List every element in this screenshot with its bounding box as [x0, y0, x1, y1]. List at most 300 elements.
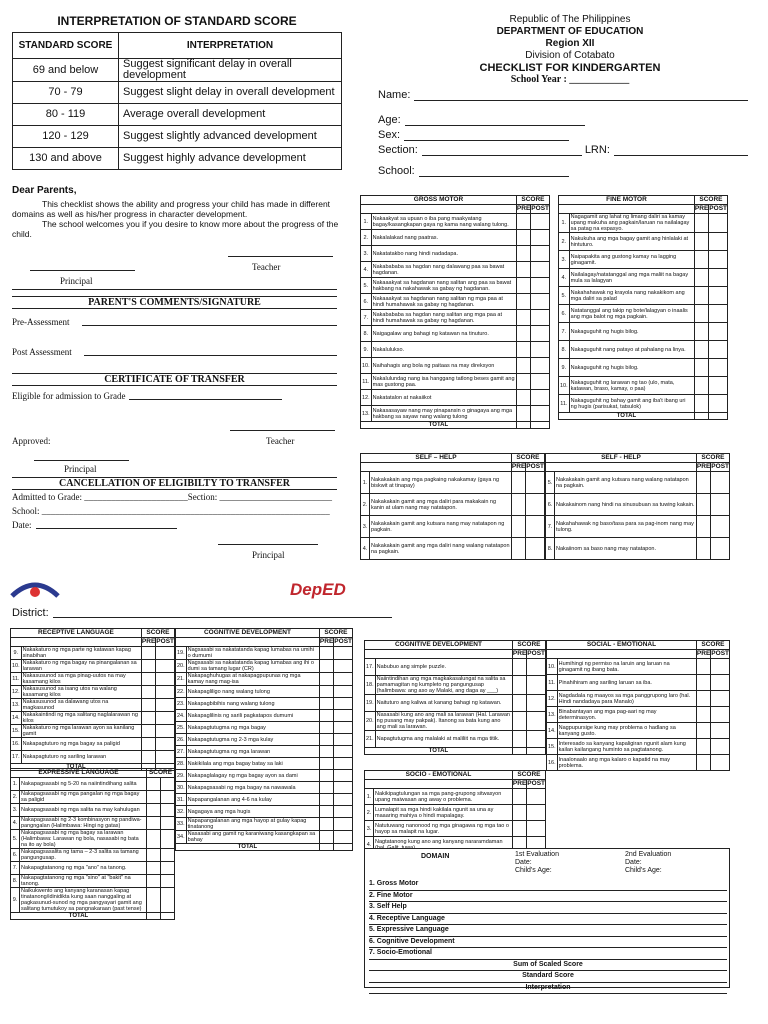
post-score-cell[interactable]: [531, 294, 550, 310]
item-text: Nakapagsasabi ng mga salita na may kahulugan: [20, 804, 147, 817]
self-help-table-right: SELF - HELP SCORE PRE POST 5. Nakakakain gamit ang kutsara nang walang natatapon na pagkain. 6. Nakakainom nang hindi na sinusubuan sa tuwing kakain. 7. Nakahahawak ng baso/tasa para sa pag-inom nang may tulong. 8. Nakaiinom sa baso nang may natatapon.: [545, 453, 730, 560]
pre-score-cell[interactable]: [516, 230, 530, 246]
post-score-cell[interactable]: [709, 359, 728, 377]
principal-signature-line-2[interactable]: [34, 460, 129, 461]
item-text: Interesado sa kanyang kapaligiran ngunit alam kung kailan kailangang huminto sa pagtatanong.: [557, 739, 696, 755]
date-field[interactable]: Date:: [12, 520, 177, 530]
item-number: 2.: [361, 230, 372, 246]
pre-score-cell[interactable]: [319, 647, 333, 660]
item-number: 2.: [559, 233, 570, 251]
post-score-cell[interactable]: [711, 723, 730, 739]
item-text: Napagtutugma ang malalaki at maliliit na mga titik.: [375, 731, 512, 748]
item-number: 6.: [361, 294, 372, 310]
item-number: 19.: [365, 695, 376, 712]
post-score-cell[interactable]: [161, 804, 175, 817]
item-number: 9.: [11, 647, 22, 660]
receptive-language-table: RECEPTIVE LANGUAGE SCORE PRE POST 9. Nakakaturo ng mga parte ng katawan kapag sinabihan 10. Nakakaturo ng mga bagay na pinangalanan sa larawan 11. Nakasusunod sa mga pinag-uutos na may kasamang kilos 12. Nakasusunod sa isang utos na walang kasamang kilos 13. Nakasusunod sa dalawang utos na magkasunod 14. Nakakaintindi ng mga salitang naglalarawan ng kilos 15. Nakakaturo ng mga larawan ayon sa kanilang gamit 16. Nakapagtuturo ng mga bagay sa paligid 17. Nakapagtuturo ng sariling larawan TOTAL: [12, 629, 174, 770]
pre-score-cell[interactable]: [696, 739, 710, 755]
pre-score-cell[interactable]: [147, 817, 161, 830]
post-score-cell[interactable]: [711, 755, 730, 771]
domain-heading: DOMAIN: [421, 853, 450, 860]
pre-score-cell[interactable]: [141, 686, 155, 699]
lrn-label: LRN:: [584, 144, 610, 156]
social-emotional-table-right: SOCIAL - EMOTIONAL SCORE PRE POST 10. Humihingi ng permiso na laruin ang laruan na ginagamit ng ibang bata. 11. Pinahihiram ang sariling laruan sa iba. 12. Nagdadala ng maayos sa mga panggrupong laro (hal. Hindi nandadaya para Manalo) 13. Binabantayan ang mga pag-aari ng may determinasyon. 14. Nagpupursige kung may problema o hadlang sa kanyang gusto. 15. Interesado sa kanyang kapaligiran ngunit alam kung kailan kailangang huminto sa pagtatanong. 16. Inaalonaalo ang mga kalaro o kapatid na may problema.: [548, 641, 729, 769]
item-text: Nabubuo ang simple puzzle.: [375, 659, 512, 676]
summary-item: 3. Self Help: [369, 902, 727, 914]
eligible-field[interactable]: Eligible for admission to Grade: [12, 391, 282, 401]
post-score-cell[interactable]: [334, 686, 353, 698]
item-text: Nakakakain ang mga pagkaing nakakamay (gaya ng biskwit at tinapay): [370, 472, 512, 494]
post-score-cell[interactable]: [711, 538, 730, 560]
table-row: [559, 305, 728, 323]
pre-score-cell[interactable]: [319, 686, 333, 698]
age-field[interactable]: Age:: [378, 111, 748, 126]
post-score-cell[interactable]: [709, 395, 728, 413]
post-score-cell[interactable]: [334, 746, 353, 758]
item-text: Nakakaintindi ng mga salitang naglalarawan ng kilos: [21, 712, 141, 725]
pre-score-cell[interactable]: [512, 695, 526, 712]
item-number: 11.: [559, 395, 570, 413]
pre-score-cell[interactable]: [696, 755, 710, 771]
post-score-cell[interactable]: [161, 817, 175, 830]
table-row: 80 - 119 Average overall development: [13, 104, 342, 126]
pre-score-cell[interactable]: [147, 849, 161, 862]
post-score-cell[interactable]: [531, 390, 550, 406]
post-score-cell[interactable]: [161, 849, 175, 862]
district-field[interactable]: District:: [12, 607, 392, 619]
pre-score-cell[interactable]: [319, 710, 333, 722]
post-score-cell[interactable]: [711, 707, 730, 723]
pre-score-cell[interactable]: [141, 751, 155, 764]
table-row: [361, 278, 550, 294]
table-row: 120 - 129 Suggest slightly advanced development: [13, 126, 342, 148]
table-row: [559, 269, 728, 287]
post-score-cell[interactable]: [526, 472, 545, 494]
post-score-cell[interactable]: [156, 660, 175, 673]
post-score-cell[interactable]: [334, 722, 353, 734]
post-score-cell[interactable]: [526, 538, 545, 560]
table-row: [361, 374, 550, 390]
table-row: [361, 342, 550, 358]
item-text: Nakasusunod sa dalawang utos na magkasunod: [21, 699, 141, 712]
post-score-cell[interactable]: [527, 731, 546, 748]
pre-score-cell[interactable]: [512, 731, 526, 748]
pre-score-cell[interactable]: [694, 341, 708, 359]
admitted-field[interactable]: Admitted to Grade: _______________________Section: _________________________: [12, 492, 332, 502]
item-text: Nagagamit ang lahat ng limang daliri sa kamay upang makuha ang pagkain/laruan na nailalagay sa patag na espasyo.: [569, 214, 694, 233]
pre-score-cell[interactable]: [516, 310, 530, 326]
post-score-cell[interactable]: [334, 794, 353, 806]
principal-signature-line-3[interactable]: [218, 544, 318, 545]
pre-score-cell[interactable]: [511, 516, 525, 538]
pre-score-cell[interactable]: [696, 494, 710, 516]
post-score-cell[interactable]: [334, 758, 353, 770]
post-score-cell[interactable]: [711, 472, 730, 494]
table-row: [547, 755, 730, 771]
post-score-cell[interactable]: [709, 233, 728, 251]
post-score-cell[interactable]: [334, 673, 353, 686]
pre-score-cell[interactable]: [694, 359, 708, 377]
item-text: Nakapagsasabi ng mga bagay na nawawala: [186, 782, 319, 794]
summary-item: 1. Gross Motor: [369, 879, 727, 891]
pre-score-cell[interactable]: [147, 791, 161, 804]
pre-score-cell[interactable]: [319, 698, 333, 710]
item-number: 8.: [11, 875, 20, 888]
pre-score-cell[interactable]: [694, 251, 708, 269]
pre-score-cell[interactable]: [512, 789, 526, 805]
pre-score-cell[interactable]: [694, 377, 708, 395]
pre-score-cell[interactable]: [516, 214, 530, 230]
item-text: Nagagaya ang mga hugis: [186, 806, 319, 818]
table-row: [559, 251, 728, 269]
post-score-cell[interactable]: [709, 323, 728, 341]
parents-letter: Dear Parents, This checklist shows the ability and progress your child has made in different domains as well as his/her progress in character development. The school welcomes you if you desire to know more about the progress of the child.: [12, 185, 339, 239]
pre-score-cell[interactable]: [512, 712, 526, 731]
table-row: [176, 758, 353, 770]
post-score-cell[interactable]: [161, 791, 175, 804]
post-score-cell[interactable]: [156, 699, 175, 712]
pre-score-cell[interactable]: [319, 818, 333, 831]
pre-score-cell[interactable]: [141, 712, 155, 725]
item-text: Nakakainom nang hindi na sinusubuan sa tuwing kakain.: [555, 494, 697, 516]
post-score-cell[interactable]: [161, 778, 175, 791]
post-score-cell[interactable]: [709, 269, 728, 287]
item-text: Nakakakain gamit ang kutsara nang may natatapon ng pagkain.: [370, 516, 512, 538]
item-number: 13.: [547, 707, 558, 723]
pre-score-cell[interactable]: [516, 390, 530, 406]
pre-score-cell[interactable]: [319, 734, 333, 746]
pre-score-cell[interactable]: [694, 269, 708, 287]
item-number: 5.: [546, 472, 555, 494]
item-text: Nakapagtuturo ng mga bagay sa paligid: [21, 738, 141, 751]
pre-score-cell[interactable]: [511, 472, 525, 494]
post-score-cell[interactable]: [711, 675, 730, 691]
post-score-cell[interactable]: [334, 734, 353, 746]
pre-score-cell[interactable]: [147, 778, 161, 791]
item-text: Lumalapit sa mga hindi kakilala ngunit sa una ay maaaring mahiya o hindi mapalagay.: [374, 805, 513, 821]
pre-assessment-field[interactable]: Pre-Assessment: [12, 317, 337, 327]
teacher-label: Teacher: [252, 262, 281, 272]
pre-score-cell[interactable]: [696, 516, 710, 538]
pre-score-cell[interactable]: [516, 326, 530, 342]
post-score-cell[interactable]: [527, 821, 546, 837]
pre-score-cell[interactable]: [319, 660, 333, 673]
pre-score-cell[interactable]: [147, 830, 161, 849]
post-score-cell[interactable]: [711, 691, 730, 707]
pre-score-cell[interactable]: [694, 214, 708, 233]
post-score-cell[interactable]: [711, 739, 730, 755]
item-text: Naihahagis ang bola ng paitaas na may direksyon: [371, 358, 516, 374]
item-number: 17.: [11, 751, 22, 764]
table-row: [11, 699, 175, 712]
item-text: Nakakakain gamit ang kutsara nang walang natatapon na pagkain.: [555, 472, 697, 494]
principal-signature-line[interactable]: [30, 270, 135, 271]
table-row: [176, 660, 353, 673]
pre-score-cell[interactable]: [141, 647, 155, 660]
pre-score-cell[interactable]: [319, 782, 333, 794]
post-score-cell[interactable]: [334, 710, 353, 722]
item-number: 30.: [176, 782, 187, 794]
post-score-cell[interactable]: [527, 695, 546, 712]
pre-score-cell[interactable]: [512, 659, 526, 676]
school-transfer-field[interactable]: School: ________________________________________________________________: [12, 506, 330, 516]
post-score-cell[interactable]: [334, 806, 353, 818]
pre-score-cell[interactable]: [319, 794, 333, 806]
expressive-language-table: EXPRESSIVE LANGUAGE SCORE 1. Nakapagsasabi ng 5-20 na naiintindihang salita 2. Nakapagsasabi ng mga pangalan ng mga bagay sa paligid 3. Nakapagsasabi ng mga salita na may kahulugan 4. Nakapagsasabi ng 2-3 kombinasyon ng pandiwa-pangngalan (Halimbawa: Hingi ng gatas) 5. Nakapagsasabi ng mga bagay sa larawan (Halimbawa: Larawan ng bola, nasasabi ng bata na ito ay bola) 6. Nakapagsasalita ng tama – 2-3 salita sa tamang pangungusap. 7. Nakapagtatanong ng mga "ano" na tanong. 8. Nakapagtatanong ng mga "sino" at "bakit" na tanong. 9. Naikukwento ang kanyang karanasan kapag tinatanong/idinidikta kung saan nanggaling at pagkasunud-sunod ng mga pangyayari gamit ang salitang tumutukoy sa pangnakaraan (past tense) TOTAL: [10, 768, 175, 920]
fine-motor-table: FINE MOTOR SCORE PRE POST 1. Nagagamit ang lahat ng limang daliri sa kamay upang makuha ang pagkain/laruan na nailalagay sa patag na espasyo. 2. Nakukuha ang mga bagay gamit ang hinlalaki at hintuturo. 3. Naipapakita ang gustong kamay na lagging ginagamit. 4. Nailalagay/natatanggal ang mga maliit na bagay mula sa lalagyan 5. Nakahahawak ng krayola nang nakakikom ang mga daliri sa palad 6. Natatanggal ang takip ng bote/lalagyan o inaalis ang mga balot ng mga pagkain. 7. Nakaguguhit ng hugis bilog. 8. Nakaguguhit nang patayo at pahalang na linya. 9. Nakaguguhit ng hugis bilog. 10. Nakaguguhit ng larawan ng tao (ulo, mata, katawan, braso, kamay, o paa) 11. Nakaguguhit ng bahay gamit ang iba't ibang uri ng hugis (parisukat, tatsulok) TOTAL: [560, 196, 727, 419]
pre-score-cell[interactable]: [141, 660, 155, 673]
item-number: 32.: [176, 806, 187, 818]
post-score-cell[interactable]: [709, 341, 728, 359]
item-number: 7.: [11, 862, 20, 875]
pre-score-cell[interactable]: [141, 725, 155, 738]
post-score-cell[interactable]: [527, 805, 546, 821]
item-text: Nakaguguhit nang patayo at pahalang na linya.: [569, 341, 694, 359]
post-score-cell[interactable]: [334, 818, 353, 831]
pre-score-cell[interactable]: [512, 676, 526, 695]
post-score-cell[interactable]: [531, 406, 550, 422]
item-text: Naipapakita ang gustong kamay na lagging ginagamit.: [569, 251, 694, 269]
post-assessment-field[interactable]: Post Assessment: [12, 347, 337, 357]
summary-box: [364, 848, 730, 991]
post-score-cell[interactable]: [161, 875, 175, 888]
table-row: [559, 377, 728, 395]
item-text: Nakapagsasabi ng mga pangalan ng mga bagay sa paligid: [20, 791, 147, 804]
pre-score-cell[interactable]: [694, 395, 708, 413]
table-row: [547, 691, 730, 707]
item-number: 10.: [559, 377, 570, 395]
pre-score-cell[interactable]: [516, 294, 530, 310]
post-score-cell[interactable]: [334, 770, 353, 782]
teacher-signature-line[interactable]: [228, 256, 333, 257]
pre-score-cell[interactable]: [516, 246, 530, 262]
post-score-cell[interactable]: [334, 782, 353, 794]
teacher-label-2: Teacher: [266, 436, 295, 446]
item-text: Nakakakain gamit ang mga daliri nang walang natatapon na pagkain.: [370, 538, 512, 560]
cognitive-development-table-left: COGNITIVE DEVELOPMENT SCORE PRE POST 19. Nagsasabi sa nakatatanda kapag lumabas na umihi o dumumi 20. Nagsasabi sa nakatatanda kapag lumabas ang ihi o dumi sa tamang lugar (CR) 21. Nakapaghuhugas at nakapagpupunas ng mga kamay nang mag-isa 22. Nakapagliligo nang walang tulong 23. Nakapagbibihis nang walang tulong 24. Nakapaglilinis ng sarili pagkatapos dumumi 25. Nakapagtutugma ng mga bagay 26. Nakapagtutugma ng 2-3 mga kulay 27. Nakapagtutugma ng mga larawan 28. Nakikilala ang mga bagay batay sa laki 29. Nakapaglalagay ng mga bagay ayon sa dami 30. Nakapagsasabi ng mga bagay na nawawala 31. Napapangalanan ang 4-6 na kulay 32. Nagagaya ang mga hugis 33. Napapangalanan ang mga hayop at gulay kapag tinatanong 34. Nasasabi ang gamit ng karaniwang kasangkapan sa bahay TOTAL: [177, 629, 352, 850]
school-year-label: School Year : ____________: [510, 74, 630, 85]
pre-score-cell[interactable]: [147, 804, 161, 817]
item-number: 15.: [547, 739, 558, 755]
pre-score-cell[interactable]: [696, 723, 710, 739]
item-number: 12.: [361, 390, 372, 406]
item-text: Nakalulukso.: [371, 342, 516, 358]
item-number: 10.: [11, 660, 22, 673]
post-score-cell[interactable]: [531, 326, 550, 342]
post-score-cell[interactable]: [709, 251, 728, 269]
item-text: Nakabababa sa hagdan nang salitan ang mga paa at hindi humahawak sa gabay ng hagdanan.: [371, 310, 516, 326]
pre-score-cell[interactable]: [516, 406, 530, 422]
post-score-cell[interactable]: [156, 712, 175, 725]
item-number: 3.: [559, 251, 570, 269]
table-row: [547, 739, 730, 755]
post-score-cell[interactable]: [531, 230, 550, 246]
table-row: [365, 789, 546, 805]
pre-score-cell[interactable]: [694, 305, 708, 323]
post-score-cell[interactable]: [709, 377, 728, 395]
post-score-cell[interactable]: [334, 660, 353, 673]
table-row: [11, 738, 175, 751]
table-row: [546, 516, 730, 538]
table-row: [365, 695, 546, 712]
post-score-cell[interactable]: [161, 888, 175, 913]
post-score-cell[interactable]: [531, 374, 550, 390]
item-text: Nakasusunod sa mga pinag-uutos na may kasamang kilos: [21, 673, 141, 686]
post-score-cell[interactable]: [526, 516, 545, 538]
post-score-cell[interactable]: [526, 494, 545, 516]
item-number: 3.: [361, 516, 370, 538]
item-number: 16.: [11, 738, 22, 751]
pre-score-cell[interactable]: [141, 738, 155, 751]
teacher-signature-line-2[interactable]: [230, 430, 335, 431]
post-score-cell[interactable]: [161, 830, 175, 849]
item-text: Nakaguguhit ng bahay gamit ang iba't ibang uri ng hugis (parisukat, tatsulok): [569, 395, 694, 413]
pre-score-cell[interactable]: [694, 233, 708, 251]
pre-score-cell[interactable]: [696, 538, 710, 560]
table-row: [361, 494, 545, 516]
item-text: Nakalulundag nang isa hanggang tatlong beses gamit ang mas gustong paa.: [372, 375, 515, 388]
pre-score-cell[interactable]: [511, 538, 525, 560]
table-row: [11, 725, 175, 738]
table-row: [176, 710, 353, 722]
table-row: [361, 310, 550, 326]
table-row: [559, 359, 728, 377]
pre-score-cell[interactable]: [696, 707, 710, 723]
summary-item: 4. Receptive Language: [369, 914, 727, 926]
sex-field[interactable]: Sex:: [378, 126, 748, 141]
item-number: 27.: [176, 746, 187, 758]
item-number: 4.: [361, 538, 370, 560]
item-text: Nakapagsasabi ng mga bagay sa larawan (Halimbawa: Larawan ng bola, nasasabi ng bata na ito ay bola): [20, 830, 147, 849]
pre-score-cell[interactable]: [147, 888, 161, 913]
pre-score-cell[interactable]: [516, 278, 530, 294]
item-text: Humihingi ng permiso na laruin ang laruan na ginagamit ng ibang bata.: [557, 659, 696, 675]
table-row: [11, 647, 175, 660]
item-number: 25.: [176, 722, 187, 734]
pre-score-cell[interactable]: [319, 722, 333, 734]
region-text: Region XII: [545, 38, 595, 49]
pre-score-cell[interactable]: [319, 758, 333, 770]
item-text: Nakaakyat sa upuan o iba pang maakyatang bagay/kasangkapan gaya ng kama nang walang tulong.: [371, 214, 516, 230]
pre-score-cell[interactable]: [141, 699, 155, 712]
item-text: Nakaaakyat sa hagdanan nang salitan ang paa sa bawat hakbang na nakahawak sa gabay ng hagdanan.: [371, 278, 516, 294]
table-row: [11, 751, 175, 764]
pre-score-cell[interactable]: [512, 821, 526, 837]
table-row: [559, 323, 728, 341]
post-score-cell[interactable]: [531, 246, 550, 262]
pre-score-cell[interactable]: [511, 494, 525, 516]
item-number: 9.: [559, 359, 570, 377]
pre-score-cell[interactable]: [696, 659, 710, 675]
post-score-cell[interactable]: [334, 647, 353, 660]
pre-score-cell[interactable]: [512, 805, 526, 821]
post-score-cell[interactable]: [334, 831, 353, 844]
school-field[interactable]: School:: [378, 162, 748, 177]
post-score-cell[interactable]: [527, 676, 546, 695]
table-row: [176, 806, 353, 818]
pre-score-cell[interactable]: [516, 374, 530, 390]
item-number: 5.: [559, 287, 570, 305]
item-number: 29.: [176, 770, 187, 782]
item-number: 7.: [559, 323, 570, 341]
post-score-cell[interactable]: [531, 262, 550, 278]
item-number: 11.: [361, 374, 372, 390]
item-text: Napapangalanan ang mga hayop at gulay kapag tinatanong: [186, 818, 319, 831]
summary-item: Interpretation: [369, 983, 727, 995]
pre-score-cell[interactable]: [516, 358, 530, 374]
table-row: [361, 262, 550, 278]
item-number: 4.: [361, 262, 372, 278]
pre-score-cell[interactable]: [147, 875, 161, 888]
section-field[interactable]: Section: LRN:: [378, 141, 748, 156]
post-score-cell[interactable]: [531, 310, 550, 326]
pre-score-cell[interactable]: [319, 831, 333, 844]
pre-score-cell[interactable]: [696, 675, 710, 691]
pre-score-cell[interactable]: [516, 262, 530, 278]
pre-score-cell[interactable]: [319, 806, 333, 818]
pre-score-cell[interactable]: [694, 287, 708, 305]
table-row: [361, 538, 545, 560]
post-score-cell[interactable]: [156, 738, 175, 751]
pre-score-cell[interactable]: [141, 673, 155, 686]
post-score-cell[interactable]: [527, 789, 546, 805]
post-score-cell[interactable]: [711, 494, 730, 516]
item-number: 6.: [546, 494, 555, 516]
pre-score-cell[interactable]: [696, 691, 710, 707]
post-score-cell[interactable]: [531, 342, 550, 358]
pre-score-cell[interactable]: [319, 770, 333, 782]
post-score-cell[interactable]: [156, 673, 175, 686]
post-score-cell[interactable]: [156, 751, 175, 764]
item-text: Nakatatakbo nang hindi nadadapa.: [371, 246, 516, 262]
post-score-cell[interactable]: [709, 214, 728, 233]
post-score-cell[interactable]: [527, 712, 546, 731]
pre-score-cell[interactable]: [516, 342, 530, 358]
post-score-cell[interactable]: [709, 305, 728, 323]
post-score-cell[interactable]: [711, 516, 730, 538]
item-number: 2.: [11, 791, 20, 804]
item-text: Nakapagsasalita ng tama – 2-3 salita sa tamang pangungusap.: [20, 849, 147, 862]
pre-score-cell[interactable]: [319, 746, 333, 758]
post-score-cell[interactable]: [161, 862, 175, 875]
post-score-cell[interactable]: [531, 358, 550, 374]
table-row: [176, 722, 353, 734]
post-score-cell[interactable]: [156, 725, 175, 738]
item-number: 8.: [546, 538, 555, 560]
item-text: Nakaaakyat sa hagdanan nang salitan ng mga paa at hindi humahawak sa gabay ng hagdanan.: [371, 294, 516, 310]
post-score-cell[interactable]: [156, 686, 175, 699]
post-score-cell[interactable]: [531, 214, 550, 230]
post-score-cell[interactable]: [709, 287, 728, 305]
post-score-cell[interactable]: [711, 659, 730, 675]
second-evaluation: 2nd Evaluation Date: Child's Age:: [625, 851, 672, 874]
post-score-cell[interactable]: [527, 659, 546, 676]
pre-score-cell[interactable]: [696, 472, 710, 494]
pre-score-cell[interactable]: [319, 673, 333, 686]
pre-score-cell[interactable]: [694, 323, 708, 341]
post-score-cell[interactable]: [334, 698, 353, 710]
name-field[interactable]: Name:: [378, 86, 748, 101]
item-text: Nasasabi ang gamit ng karaniwang kasangkapan sa bahay: [186, 831, 319, 844]
item-text: Nakapaghuhugas at nakapagpupunas ng mga kamay nang mag-isa: [186, 673, 319, 686]
item-text: Nasasabi kung ano ang mali sa larawan (Hal. Larawan ng pusang may pakpak). Itanong sa bata kung ano ang mali sa larawan.: [375, 712, 512, 731]
pre-score-cell[interactable]: [147, 862, 161, 875]
item-number: 5.: [361, 278, 372, 294]
post-score-cell[interactable]: [156, 647, 175, 660]
first-evaluation: 1st Evaluation Date: Child's Age:: [515, 851, 559, 874]
post-score-cell[interactable]: [531, 278, 550, 294]
cognitive-development-table-right: COGNITIVE DEVELOPMENT SCORE PRE POST 17. Nabubuo ang simple puzzle. 18. Naiintindihan ang mga magkakasalungat na salita sa pamamagitan ng kumpleto ng pangungusap (halimbawa: ang aso ay Malaki, ang daga ay ___) 19. Naituturo ang kaliwa at kanang bahagi ng katawan. 20. Nasasabi kung ano ang mali sa larawan (Hal. Larawan ng pusang may pakpak). Itanong sa bata kung ano ang mali sa larawan. 21. Napagtutugma ang malalaki at maliliit na mga titik. TOTAL: [366, 641, 545, 754]
